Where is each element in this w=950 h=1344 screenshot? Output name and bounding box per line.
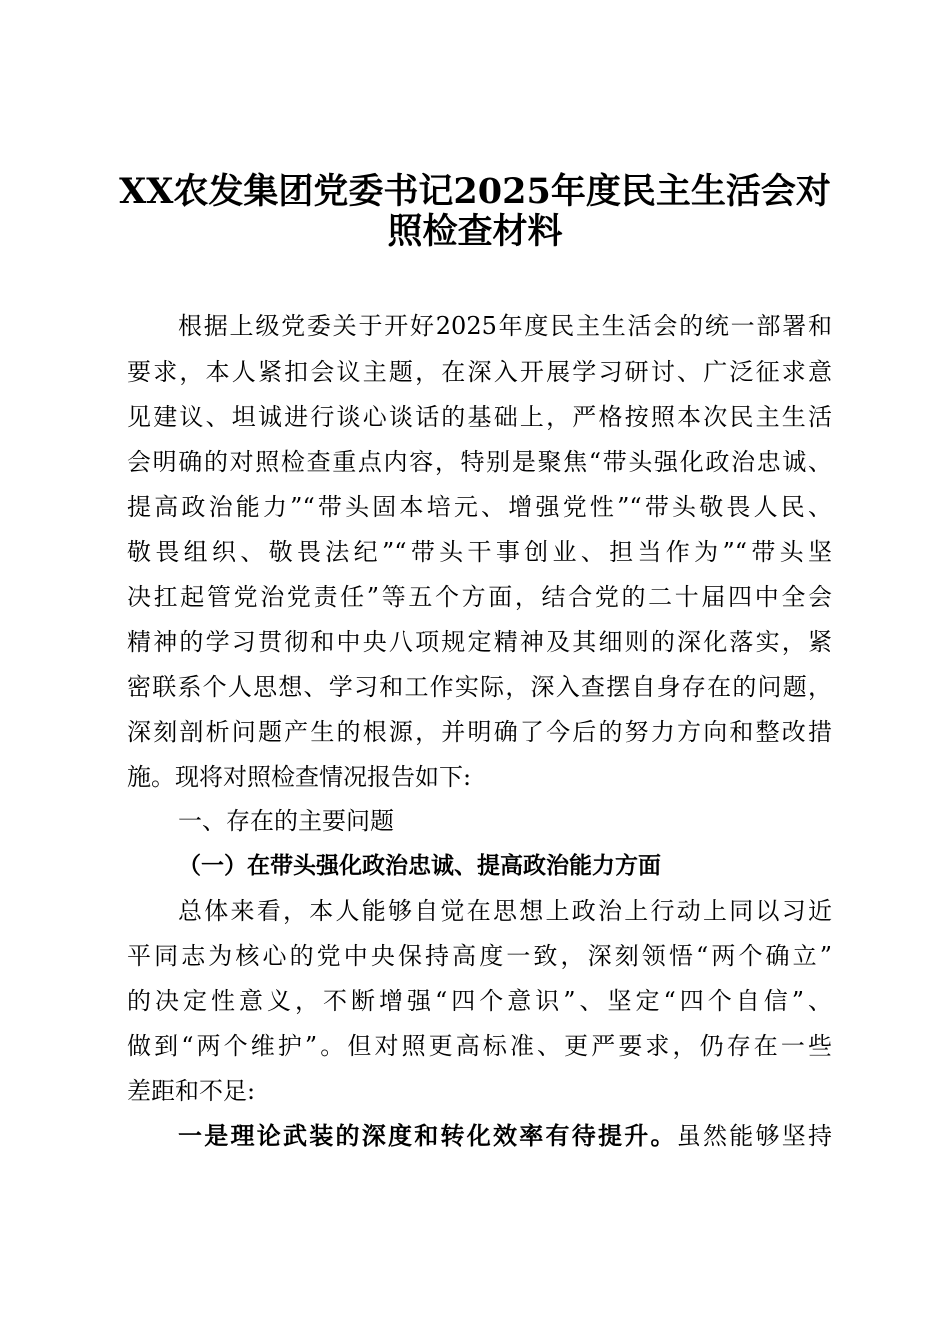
document-title-line-2: 照检查材料 <box>387 211 563 252</box>
point-paragraph-line <box>178 1121 832 1151</box>
intro-paragraph-line: 敬畏组织、敬畏法纪”“带头干事创业、担当作为”“带头坚 <box>127 538 832 566</box>
intro-paragraph-line: 提高政治能力”“带头固本培元、增强党性”“带头敬畏人民、 <box>127 493 832 521</box>
intro-paragraph-line: 见建议、坦诚进行谈心谈话的基础上，严格按照本次民主生活 <box>127 403 832 431</box>
summary-paragraph-line: 平同志为核心的党中央保持高度一致，深刻领悟“两个确立” <box>127 942 832 970</box>
intro-paragraph-line: 精神的学习贯彻和中央八项规定精神及其细则的深化落实，紧 <box>127 628 832 656</box>
point-body-text: 虽然能够坚持 <box>676 1122 832 1150</box>
intro-paragraph-line: 决扛起管党治党责任”等五个方面，结合党的二十届四中全会 <box>127 583 832 611</box>
intro-paragraph-line: 要求，本人紧扣会议主题，在深入开展学习研讨、广泛征求意 <box>127 358 832 386</box>
intro-paragraph-line: 密联系个人思想、学习和工作实际，深入查摆自身存在的问题， <box>127 673 832 701</box>
summary-paragraph-line: 总体来看，本人能够自觉在思想上政治上行动上同以习近 <box>178 897 832 925</box>
summary-paragraph-line: 做到“两个维护”。但对照更高标准、更严要求，仍存在一些 <box>127 1032 832 1060</box>
intro-paragraph-line: 根据上级党委关于开好2025年度民主生活会的统一部署和 <box>178 312 832 340</box>
intro-paragraph-line: 施。现将对照检查情况报告如下: <box>127 763 472 791</box>
section-heading: 一、存在的主要问题 <box>178 807 394 835</box>
point-lead-text: 一是理论武装的深度和转化效率有待提升。 <box>178 1121 677 1150</box>
intro-paragraph-line: 会明确的对照检查重点内容，特别是聚焦“带头强化政治忠诚、 <box>127 448 832 476</box>
summary-paragraph-line: 差距和不足: <box>127 1077 256 1105</box>
document-title-line-1: XX农发集团党委书记2025年度民主生活会对 <box>119 171 831 212</box>
summary-paragraph-line: 的决定性意义，不断增强“四个意识”、坚定“四个自信”、 <box>127 987 832 1015</box>
intro-paragraph-line: 深刻剖析问题产生的根源，并明确了今后的努力方向和整改措 <box>127 718 832 746</box>
subsection-heading: （一）在带头强化政治忠诚、提高政治能力方面 <box>178 852 661 879</box>
